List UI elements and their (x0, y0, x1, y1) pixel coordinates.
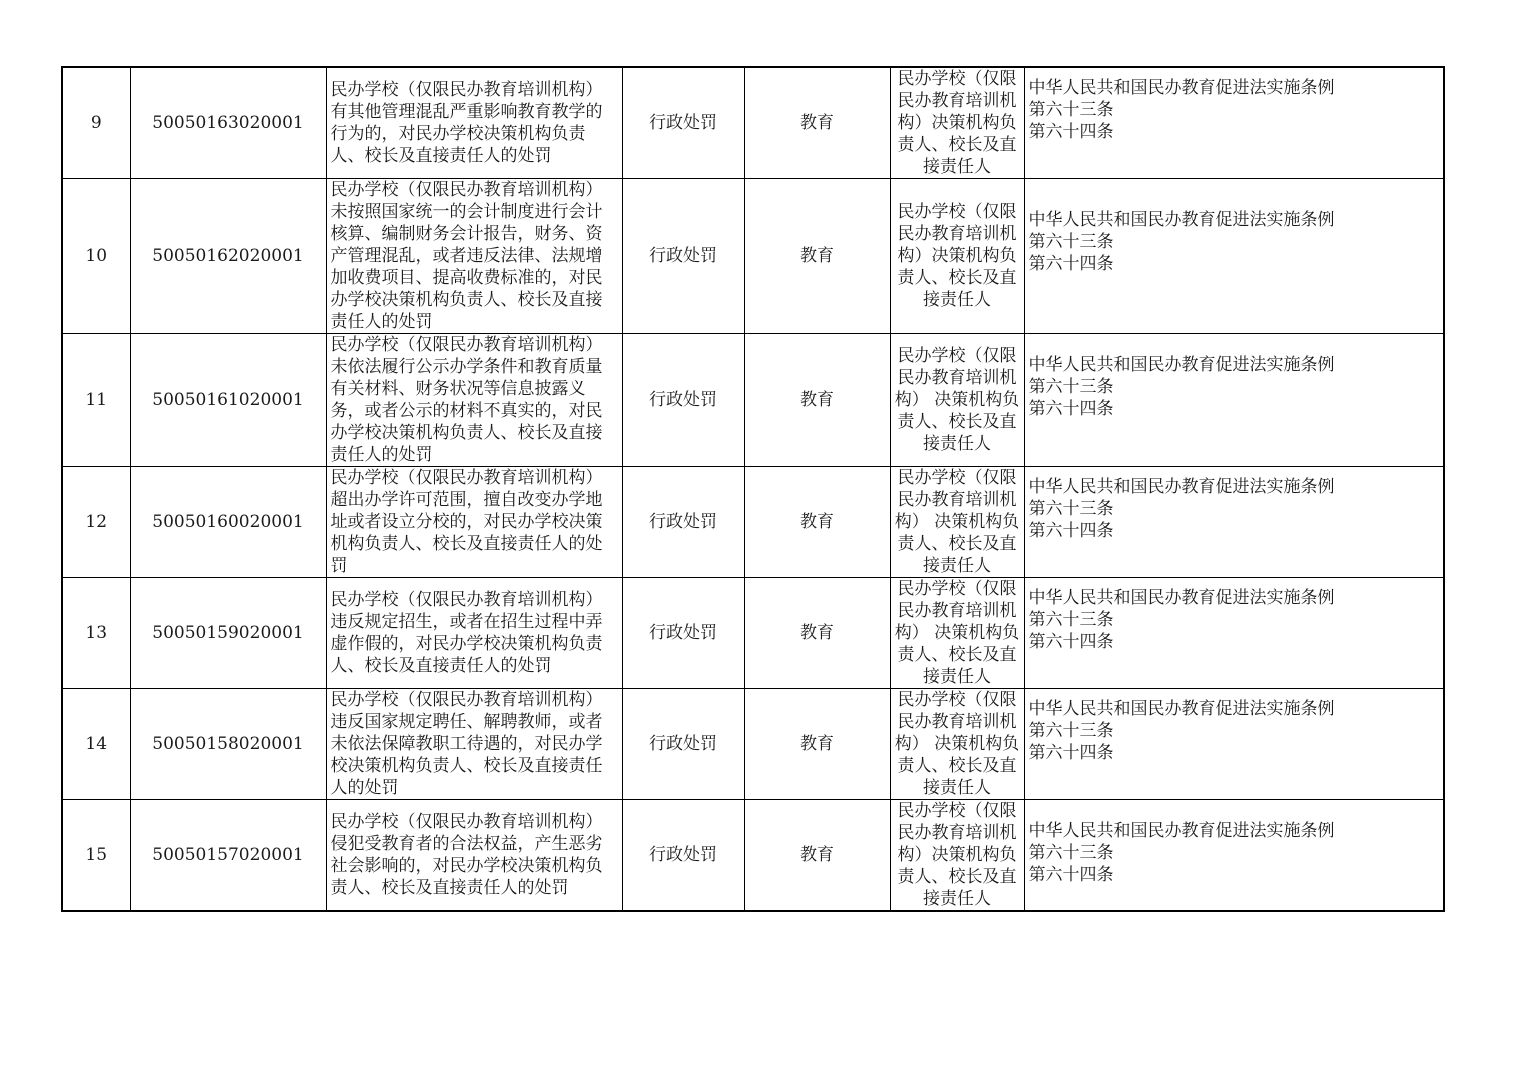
item-name: 民办学校（仅限民办教育培训机构）未依法履行公示办学条件和教育质量有关材料、财务状况等信息披露义务，或者公示的材料不真实的，对民办学校决策机构负责人、校长及直接责任人的处罚 (326, 334, 622, 467)
article: 第六十四条 (1028, 632, 1114, 652)
article: 第六十四条 (1028, 743, 1114, 763)
row-number: 14 (62, 689, 130, 800)
legal-basis (1024, 179, 1444, 334)
power-type: 行政处罚 (622, 467, 744, 578)
table-row (62, 67, 1444, 179)
category: 教育 (744, 800, 890, 912)
responsible-subject: 民办学校（仅限民办教育培训机构）决策机构负责人、校长及直接责任人 (890, 800, 1024, 912)
responsible-subject: 民办学校（仅限民办教育培训机构） 决策机构负责人、校长及直接责任人 (890, 689, 1024, 800)
law-name: 中华人民共和国民办教育促进法实施条例 (1028, 210, 1335, 230)
category: 教育 (744, 179, 890, 334)
legal-basis (1024, 800, 1444, 912)
power-type: 行政处罚 (622, 800, 744, 912)
law-name: 中华人民共和国民办教育促进法实施条例 (1028, 477, 1335, 497)
article: 第六十四条 (1028, 521, 1114, 541)
power-type: 行政处罚 (622, 67, 744, 179)
item-name: 民办学校（仅限民办教育培训机构）侵犯受教育者的合法权益，产生恶劣社会影响的，对民办学校决策机构负责人、校长及直接责任人的处罚 (326, 800, 622, 912)
article: 第六十三条 (1028, 232, 1114, 252)
item-name: 民办学校（仅限民办教育培训机构）有其他管理混乱严重影响教育教学的行为的，对民办学校决策机构负责人、校长及直接责任人的处罚 (326, 67, 622, 179)
table-row (62, 689, 1444, 800)
table-row (62, 578, 1444, 689)
article: 第六十四条 (1028, 865, 1114, 885)
item-name: 民办学校（仅限民办教育培训机构）违反国家规定聘任、解聘教师，或者未依法保障教职工待遇的，对民办学校决策机构负责人、校长及直接责任人的处罚 (326, 689, 622, 800)
item-code: 50050159020001 (130, 578, 326, 689)
responsible-subject: 民办学校（仅限民办教育培训机构）决策机构负责人、校长及直接责任人 (890, 179, 1024, 334)
responsible-subject: 民办学校（仅限民办教育培训机构） 决策机构负责人、校长及直接责任人 (890, 467, 1024, 578)
category: 教育 (744, 67, 890, 179)
legal-basis (1024, 334, 1444, 467)
item-name: 民办学校（仅限民办教育培训机构）违反规定招生，或者在招生过程中弄虚作假的，对民办学校决策机构负责人、校长及直接责任人的处罚 (326, 578, 622, 689)
row-number: 15 (62, 800, 130, 912)
row-number: 11 (62, 334, 130, 467)
legal-basis (1024, 578, 1444, 689)
article: 第六十四条 (1028, 254, 1114, 274)
article: 第六十三条 (1028, 721, 1114, 741)
power-type: 行政处罚 (622, 578, 744, 689)
article: 第六十四条 (1028, 399, 1114, 419)
power-type: 行政处罚 (622, 179, 744, 334)
article: 第六十三条 (1028, 843, 1114, 863)
article: 第六十三条 (1028, 100, 1114, 120)
category: 教育 (744, 467, 890, 578)
item-code: 50050161020001 (130, 334, 326, 467)
table-row (62, 467, 1444, 578)
table-row (62, 334, 1444, 467)
item-code: 50050157020001 (130, 800, 326, 912)
category: 教育 (744, 578, 890, 689)
power-type: 行政处罚 (622, 689, 744, 800)
table-row (62, 800, 1444, 912)
row-number: 9 (62, 67, 130, 179)
law-name: 中华人民共和国民办教育促进法实施条例 (1028, 699, 1335, 719)
law-name: 中华人民共和国民办教育促进法实施条例 (1028, 78, 1335, 98)
item-code: 50050160020001 (130, 467, 326, 578)
power-type: 行政处罚 (622, 334, 744, 467)
law-name: 中华人民共和国民办教育促进法实施条例 (1028, 355, 1335, 375)
row-number: 13 (62, 578, 130, 689)
item-code: 50050163020001 (130, 67, 326, 179)
item-code: 50050158020001 (130, 689, 326, 800)
legal-basis (1024, 467, 1444, 578)
law-name: 中华人民共和国民办教育促进法实施条例 (1028, 588, 1335, 608)
responsible-subject: 民办学校（仅限民办教育培训机构） 决策机构负责人、校长及直接责任人 (890, 578, 1024, 689)
article: 第六十三条 (1028, 610, 1114, 630)
row-number: 12 (62, 467, 130, 578)
category: 教育 (744, 689, 890, 800)
responsible-subject: 民办学校（仅限民办教育培训机构）决策机构负责人、校长及直接责任人 (890, 67, 1024, 179)
article: 第六十四条 (1028, 122, 1114, 142)
article: 第六十三条 (1028, 499, 1114, 519)
row-number: 10 (62, 179, 130, 334)
item-code: 50050162020001 (130, 179, 326, 334)
responsible-subject: 民办学校（仅限民办教育培训机构） 决策机构负责人、校长及直接责任人 (890, 334, 1024, 467)
item-name: 民办学校（仅限民办教育培训机构）超出办学许可范围，擅自改变办学地址或者设立分校的，对民办学校决策机构负责人、校长及直接责任人的处罚 (326, 467, 622, 578)
legal-basis (1024, 689, 1444, 800)
item-name: 民办学校（仅限民办教育培训机构）未按照国家统一的会计制度进行会计核算、编制财务会计报告，财务、资产管理混乱，或者违反法律、法规增加收费项目、提高收费标准的，对民办学校决策机构负责人、校长及直接责任人的处罚 (326, 179, 622, 334)
law-name: 中华人民共和国民办教育促进法实施条例 (1028, 821, 1335, 841)
category: 教育 (744, 334, 890, 467)
power-list-table (61, 66, 1445, 912)
table-row (62, 179, 1444, 334)
article: 第六十三条 (1028, 377, 1114, 397)
legal-basis (1024, 67, 1444, 179)
